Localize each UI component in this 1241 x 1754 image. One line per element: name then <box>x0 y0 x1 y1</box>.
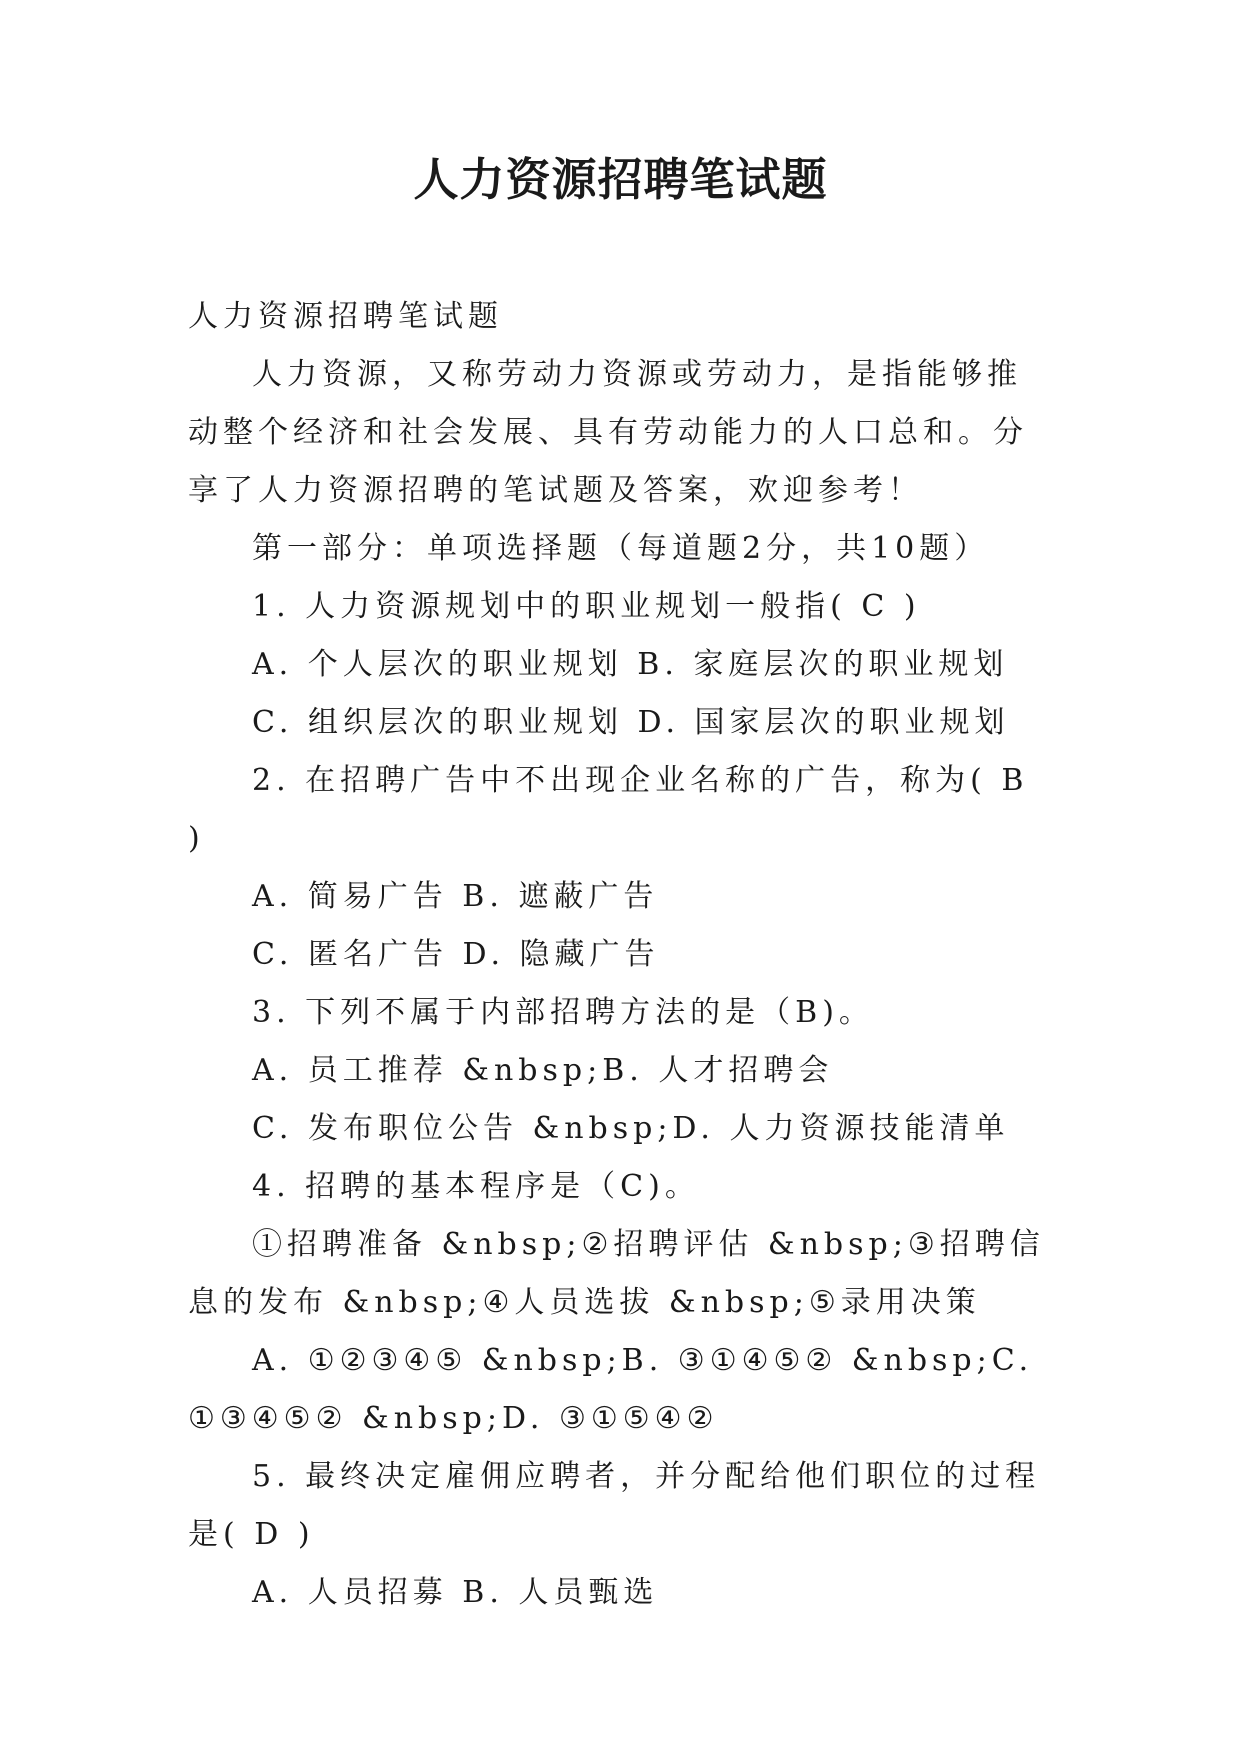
question-4-steps: ①招聘准备 &nbsp;②招聘评估 &nbsp;③招聘信息的发布 &nbsp;④人员选拔 &nbsp;⑤录用决策 <box>188 1227 1045 1320</box>
question-3: 3. 下列不属于内部招聘方法的是（B)。 <box>252 995 874 1030</box>
question-4-options: A. ①②③④⑤ &nbsp;B. ③①④⑤② &nbsp;C. ①③④⑤② &nbsp;D. ③①⑤④② <box>188 1343 1034 1436</box>
question-3-options-ab: A. 员工推荐 &nbsp;B. 人才招聘会 <box>252 1053 834 1088</box>
document-title: 人力资源招聘笔试题 <box>413 153 828 206</box>
question-4: 4. 招聘的基本程序是（C)。 <box>252 1169 700 1204</box>
question-1-options-cd: C. 组织层次的职业规划 D. 国家层次的职业规划 <box>252 705 1010 740</box>
question-2-options-cd: C. 匿名广告 D. 隐藏广告 <box>252 937 660 972</box>
section-heading: 第一部分：单项选择题（每道题2分，共10题） <box>252 531 990 566</box>
question-3-options-cd: C. 发布职位公告 &nbsp;D. 人力资源技能清单 <box>252 1111 1010 1146</box>
document-subtitle: 人力资源招聘笔试题 <box>188 299 503 334</box>
question-2: 2. 在招聘广告中不出现企业名称的广告，称为( B ) <box>188 763 1029 856</box>
question-1: 1. 人力资源规划中的职业规划一般指( C ) <box>252 589 921 624</box>
question-5-options-ab: A. 人员招募 B. 人员甄选 <box>252 1575 659 1610</box>
question-2-options-ab: A. 简易广告 B. 遮蔽广告 <box>252 879 659 914</box>
intro-paragraph: 人力资源，又称劳动力资源或劳动力，是指能够推动整个经济和社会发展、具有劳动能力的人口总和。分享了人力资源招聘的笔试题及答案，欢迎参考！ <box>188 357 1028 508</box>
question-1-options-ab: A. 个人层次的职业规划 B. 家庭层次的职业规划 <box>252 647 1009 682</box>
document-body <box>188 288 1048 1622</box>
question-5: 5. 最终决定雇佣应聘者，并分配给他们职位的过程是( D ) <box>188 1459 1041 1552</box>
